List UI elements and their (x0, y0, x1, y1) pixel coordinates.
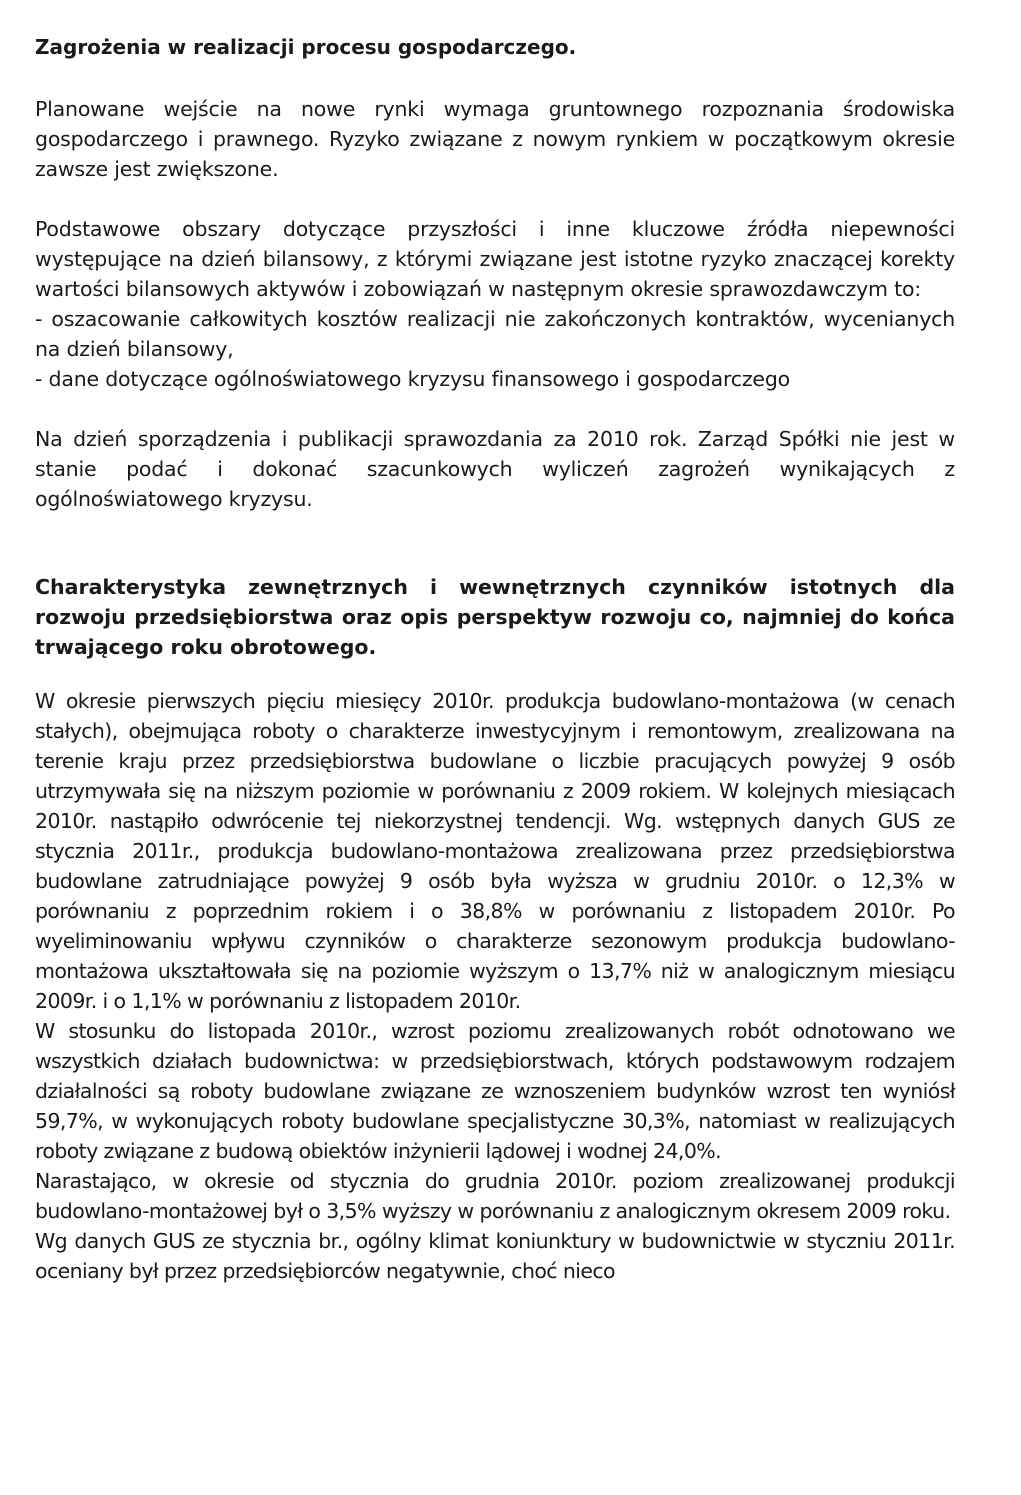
document-page (35, 34, 955, 1286)
paragraph-construction-divisions: W stosunku do listopada 2010r., wzrost poziomu zrealizowanych robót odnotowano we wszystkich działach budownictwa: w przedsiębiorstwach, których podstawowym rodzajem działalności są roboty budowlane związane ze wznoszeniem budynków wzrost ten wyniósł 59,7%, w wykonujących roboty budowlane specjalistyczne 30,3%, natomiast w realizujących roboty związane z budową obiektów inżynierii lądowej i wodnej 24,0%. (35, 1019, 955, 1163)
paragraph-construction-production: W okresie pierwszych pięciu miesięcy 2010r. produkcja budowlano-montażowa (w cenach stałych), obejmująca roboty o charakterze inwestycyjnym i remontowym, zrealizowana na terenie kraju przez przedsiębiorstwa budowlane o liczbie pracujących powyżej 9 osób utrzymywała się na niższym poziomie w porównaniu z 2009 rokiem. W kolejnych miesiącach 2010r. nastąpiło odwrócenie tej niekorzystnej tendencji. Wg. wstępnych danych GUS ze stycznia 2011r., produkcja budowlano-montażowa zrealizowana przez przedsiębiorstwa budowlane zatrudniające powyżej 9 osób była wyższa w grudniu 2010r. o 12,3% w porównaniu z poprzednim rokiem i o 38,8% w porównaniu z listopadem 2010r. Po wyeliminowaniu wpływu czynników o charakterze sezonowym produkcja budowlano-montażowa ukształtowała się na poziomie wyższym o 13,7% niż w analogicznym miesiącu 2009r. i o 1,1% w porównaniu z listopadem 2010r. (35, 689, 955, 1013)
bullet-global-crisis: - dane dotyczące ogólnoświatowego kryzysu finansowego i gospodarczego (35, 367, 790, 391)
paragraph-uncertainty-areas: Podstawowe obszary dotyczące przyszłości i inne kluczowe źródła niepewności występujące na dzień bilansowy, z którymi związane jest istotne ryzyko znaczącej korekty wartości bilansowych aktywów i zobowiązań w następnym okresie sprawozdawczym to: (35, 217, 955, 301)
paragraph-business-climate: Wg danych GUS ze stycznia br., ogólny klimat koniunktury w budownictwie w styczniu 2011r. oceniany był przez przedsiębiorców negatywnie, choć nieco (35, 1229, 955, 1283)
paragraph-cumulative-production: Narastająco, w okresie od stycznia do grudnia 2010r. poziom zrealizowanej produkcji budowlano-montażowej był o 3,5% wyższy w porównaniu z analogicznym okresem 2009 roku. (35, 1169, 955, 1223)
paragraph-report-statement: Na dzień sporządzenia i publikacji sprawozdania za 2010 rok. Zarząd Spółki nie jest w stanie podać i dokonać szacunkowych wyliczeń zagrożeń wynikających z ogólnoświatowego kryzysu. (35, 427, 955, 511)
section-heading-threats: Zagrożenia w realizacji procesu gospodarczego. (35, 35, 577, 59)
section-heading-factors: Charakterystyka zewnętrznych i wewnętrznych czynników istotnych dla rozwoju przedsiębiorstwa oraz opis perspektyw rozwoju co, najmniej do końca trwającego roku obrotowego. (35, 575, 955, 659)
bullet-cost-estimation: - oszacowanie całkowitych kosztów realizacji nie zakończonych kontraktów, wycenianych na dzień bilansowy, (35, 307, 955, 361)
paragraph-new-markets: Planowane wejście na nowe rynki wymaga gruntownego rozpoznania środowiska gospodarczego i prawnego. Ryzyko związane z nowym rynkiem w początkowym okresie zawsze jest zwiększone. (35, 97, 955, 181)
